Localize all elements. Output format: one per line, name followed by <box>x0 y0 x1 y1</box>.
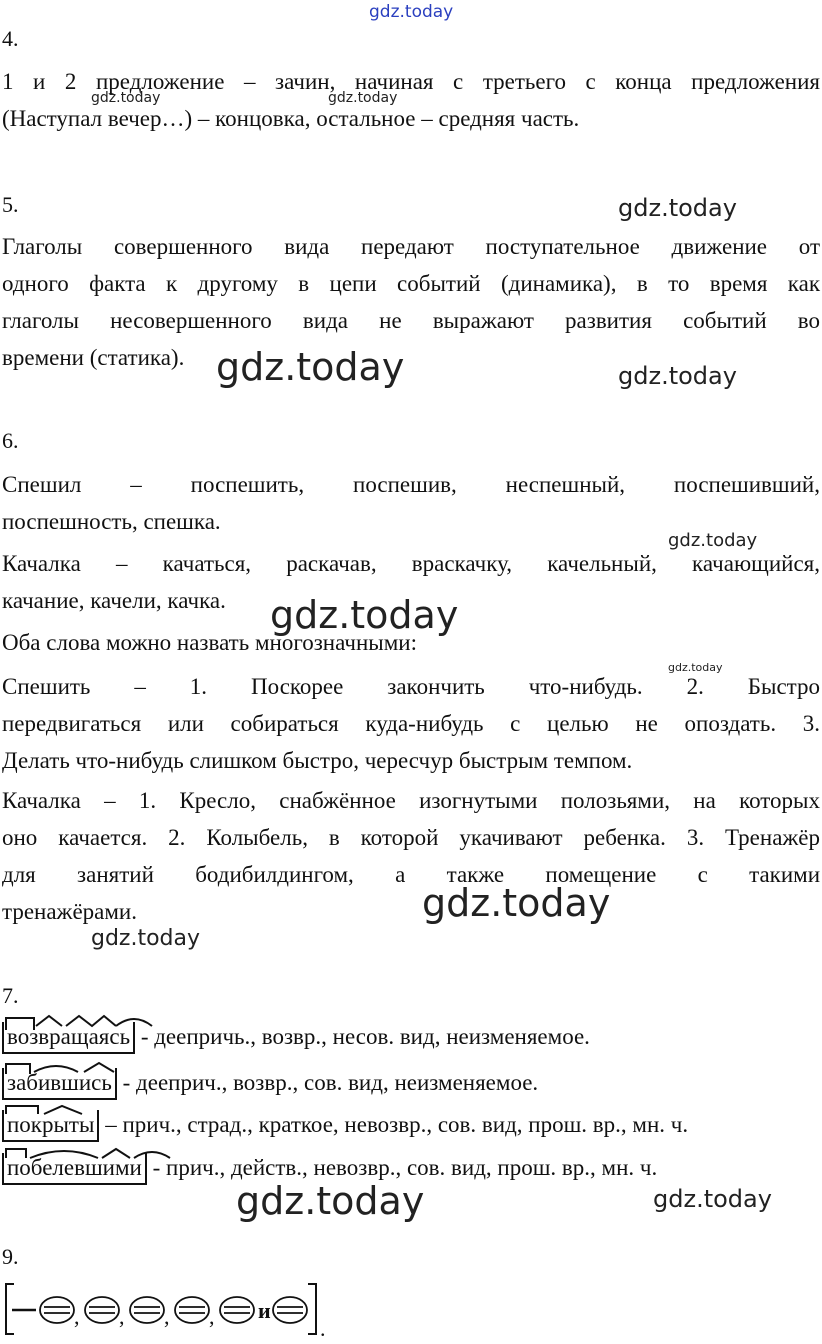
watermark-top: gdz.today <box>369 2 454 22</box>
svg-text:,: , <box>164 1304 170 1329</box>
text-line: Спешить – 1. Поскорее закончить что-нибудь. 2. Быстро <box>2 674 820 699</box>
svg-text:.: . <box>320 1316 326 1338</box>
watermark: gdz.today <box>668 530 758 551</box>
text-line: Спешил – поспешить, поспешив, неспешный, поспешивший, <box>2 472 820 497</box>
text-line: для занятий бодибилдингом, а также помещение с такими <box>2 862 820 887</box>
morph-word: возвращаясь <box>7 1024 131 1049</box>
morph-desc: - деепричь., возвр., несов. вид, неизменяемое. <box>135 1024 590 1049</box>
watermark: gdz.today <box>422 881 611 925</box>
morph-row <box>2 1022 590 1054</box>
watermark: gdz.today <box>653 1185 772 1213</box>
task6-kach <box>2 545 820 619</box>
morph-desc: - прич., действ., невозвр., сов. вид, прош. вр., мн. ч. <box>146 1155 658 1180</box>
text-line: оно качается. 2. Колыбель, в которой укачивают ребенка. 3. Тренажёр <box>2 825 820 850</box>
task6-def1 <box>2 668 820 779</box>
text-line: Качалка – 1. Кресло, снабжённое изогнутыми полозьями, на которых <box>2 788 820 813</box>
text-line: тренажёрами. <box>2 899 137 924</box>
morph-row <box>2 1153 657 1185</box>
scheme-conjunction: и <box>258 1298 271 1323</box>
morph-desc: – прич., страд., краткое, невозвр., сов. вид, прош. вр., мн. ч. <box>99 1112 689 1137</box>
morph-word: забившись <box>7 1070 112 1095</box>
morpheme-marks <box>4 1010 154 1032</box>
task6-spesh <box>2 466 820 540</box>
watermark: gdz.today <box>236 1179 425 1223</box>
text-line: поспешность, спешка. <box>2 509 221 534</box>
task6-both <box>2 624 820 661</box>
morph-row <box>2 1110 688 1142</box>
task-number: 7. <box>2 983 19 1008</box>
morpheme-marks <box>4 1104 114 1116</box>
text-line: Делать что-нибудь слишком быстро, чересчур быстрым темпом. <box>2 748 633 773</box>
morph-word-box <box>2 1153 147 1185</box>
text-line: (Наступал вечер…) – концовка, остальное – средняя часть. <box>2 106 580 131</box>
sentence-scheme <box>2 1280 332 1338</box>
morph-word-box <box>2 1110 99 1142</box>
text-line: времени (статика). <box>2 345 185 370</box>
watermark: gdz.today <box>91 90 161 106</box>
watermark: gdz.today <box>91 926 201 951</box>
text-line: Глаголы совершенного вида передают поступательное движение от <box>2 234 820 259</box>
watermark: gdz.today <box>618 362 737 390</box>
task4-text <box>2 63 820 137</box>
task-number: 6. <box>2 428 19 453</box>
task5-text <box>2 228 820 376</box>
morpheme-marks <box>4 1060 134 1076</box>
morph-desc: - дееприч., возвр., сов. вид, неизменяемое. <box>116 1070 539 1095</box>
watermark: gdz.today <box>216 345 405 389</box>
task-number: 9. <box>2 1244 19 1269</box>
svg-text:,: , <box>119 1304 125 1329</box>
watermark: gdz.today <box>328 90 398 106</box>
text-line: глаголы несовершенного вида не выражают развития событий во <box>2 308 820 333</box>
task-number: 5. <box>2 192 19 217</box>
watermark: gdz.today <box>668 661 723 674</box>
morph-word: покрыты <box>7 1112 95 1137</box>
task6-def2 <box>2 782 820 930</box>
watermark: gdz.today <box>618 194 737 222</box>
watermark: gdz.today <box>270 593 459 637</box>
morph-word-box <box>2 1068 117 1100</box>
text-line: Качалка – качаться, раскачав, враскачку, качельный, качающийся, <box>2 551 820 576</box>
morph-word-box <box>2 1022 135 1054</box>
svg-text:,: , <box>209 1304 215 1329</box>
morph-row <box>2 1068 538 1100</box>
text-line: передвигаться или собираться куда-нибудь с целью не опоздать. 3. <box>2 711 820 736</box>
text-line: 1 и 2 предложение – зачин, начиная с третьего с конца предложения <box>2 69 820 94</box>
text-line: одного факта к другому в цепи событий (динамика), в то время как <box>2 271 820 296</box>
text-line: Оба слова можно назвать многозначными: <box>2 630 417 655</box>
task-number: 4. <box>2 26 19 51</box>
morpheme-marks <box>4 1146 174 1160</box>
morph-word: побелевшими <box>7 1155 142 1180</box>
svg-text:,: , <box>74 1304 80 1329</box>
text-line: качание, качели, качка. <box>2 588 226 613</box>
